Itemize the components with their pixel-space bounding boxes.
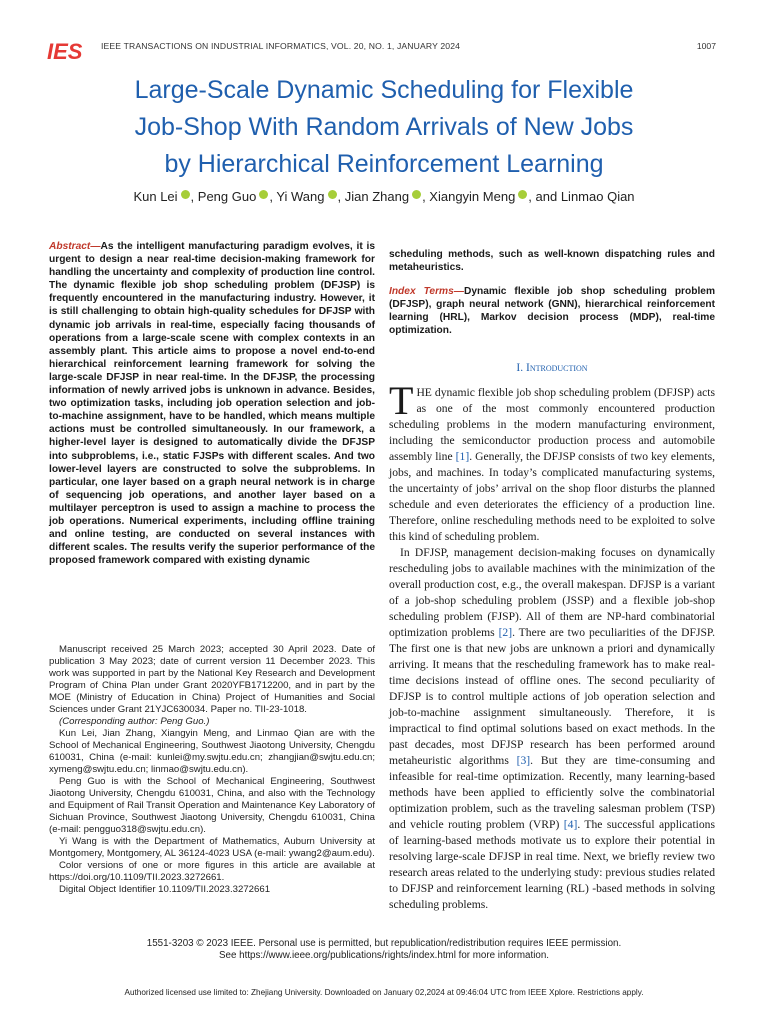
section-number: I. <box>516 362 524 374</box>
journal-name: IEEE TRANSACTIONS ON INDUSTRIAL INFORMATICS, VOL. 20, NO. 1, JANUARY 2024 <box>101 41 461 51</box>
page-header <box>46 38 716 64</box>
citation-link[interactable]: [1] <box>455 450 470 463</box>
paragraph-text: . There are two peculiarities of the DFJSP. The first one is that new jobs are unknown a priori and dynamically arriving. It means that the rescheduling framework has to make real-time decisions instead of offline ones. The second peculiarity of DFJSP is to control multiple actions of job operation selection and job-to-machine assignment simultaneously. Therefore, it is impractical to find optimal solutions based on exact methods. In the past decades, most DFJSP research has been performed around metaheuristic algorithms <box>389 626 715 767</box>
citation-link[interactable]: [3] <box>516 754 531 767</box>
ies-logo <box>46 38 90 64</box>
copyright-notice <box>40 938 728 962</box>
title-line-2: Job-Shop With Random Arrivals of New Jobs <box>134 113 634 141</box>
index-terms-label: Index Terms— <box>389 286 464 297</box>
abstract-continued: scheduling methods, such as well-known dispatching rules and metaheuristics. <box>389 249 715 274</box>
author-name[interactable]: Peng Guo <box>197 189 257 204</box>
paragraph-text: HE dynamic flexible job shop scheduling problem (DFJSP) acts as one of the most commonly encountered production scheduling problems in the modern manufacturing environment, including the semiconductor production process and automobile assembly line <box>389 386 715 463</box>
paragraph-text: . The successful applications of learning-based methods motivate us to explore their potential in resolving large-scale DFJSP in real time. Next, we briefly review two research areas related to the underlying study: previous studies related to DFJSP and reinforcement learning (RL) -based methods in solving scheduling problems. <box>389 818 715 911</box>
footnote-manuscript: Manuscript received 25 March 2023; accepted 30 April 2023. Date of publication 3 May 2023; date of current version 11 December 2023. This work was supported in part by the National Key Research and Development Program of China Plan under Grant 2020YFB1712200, and in part by the MOE (Ministry of Education in China) Project of Humanities and Social Sciences under Grant 21YJC630034. Paper no. TII-23-1018. <box>49 644 375 715</box>
orcid-icon[interactable] <box>259 190 268 199</box>
page-number: 1007 <box>696 41 716 51</box>
author-list: Kun Lei , Peng Guo , Yi Wang , Jian Zhang , Xiangyin Meng , and Linmao Qian <box>133 189 635 204</box>
citation-link[interactable]: [2] <box>498 626 513 639</box>
section-heading <box>389 362 715 374</box>
copyright-line: 1551-3203 © 2023 IEEE. Personal use is permitted, but republication/redistribution requires IEEE permission. <box>146 938 622 949</box>
paragraph <box>389 378 715 545</box>
introduction-body <box>389 378 716 913</box>
footnote-affiliation: Peng Guo is with the School of Mechanical Engineering, Southwest Jiaotong University, Chengdu 610031, China, and also with the Technology and Equipment of Rail Transit Operation and Maintenance Key Laboratory of Sichuan Province, Southwest Jiaotong University, Chengdu 610031, China (e-mail: pengguo318@swjtu.edu.cn). <box>49 776 375 835</box>
title-line-1: Large-Scale Dynamic Scheduling for Flexible <box>134 76 634 104</box>
author-name[interactable]: Kun Lei <box>133 189 178 204</box>
author-name[interactable]: Yi Wang <box>276 189 325 204</box>
index-terms <box>389 285 715 337</box>
footnote-affiliation: Kun Lei, Jian Zhang, Xiangyin Meng, and Linmao Qian are with the School of Mechanical Engineering, Southwest Jiaotong University, Chengdu 610031, China (e-mail: kunlei@my.swjtu.edu.cn; zhangjian@swjtu.edu.cn; xymeng@swjtu.edu.cn; linmao@swjtu.edu.cn). <box>49 728 375 775</box>
author-name[interactable]: Linmao Qian <box>560 189 635 204</box>
abstract <box>49 240 375 567</box>
paragraph-text: . Generally, the DFJSP consists of two key elements, jobs, and machines. In today’s complicated manufacturing systems, the uncertainty of jobs’ arrival on the shop floor disturbs the planned schedule and even deteriorates the efficiency of a production line. Therefore, online rescheduling methods need to be exploited to solve this kind of scheduling problem. <box>389 450 715 543</box>
footnote-corresponding: (Corresponding author: Peng Guo.) <box>59 716 210 727</box>
citation-link[interactable]: [4] <box>563 818 578 831</box>
rights-link[interactable]: See https://www.ieee.org/publications/rights/index.html for more information. <box>219 950 549 961</box>
footnote-affiliation: Yi Wang is with the Department of Mathematics, Auburn University at Montgomery, Montgomery, AL 36124-4023 USA (e-mail: ywang2@aum.edu). <box>49 836 375 859</box>
author-name[interactable]: Xiangyin Meng <box>429 189 516 204</box>
license-note: Authorized licensed use limited to: Zhejiang University. Downloaded on January 02,2024 at 09:46:04 UTC from IEEE Xplore. Restrictions apply. <box>124 988 644 997</box>
section-title: Introduction <box>525 362 588 374</box>
paragraph <box>389 545 715 913</box>
orcid-icon[interactable] <box>181 190 190 199</box>
orcid-icon[interactable] <box>518 190 527 199</box>
paragraph-text: . But they are time-consuming and infeasible for real-time optimization. Recently, many learning-based methods have been applied to efficiently solve the combinatorial optimization problem, such as the traveling salesman problem (TSP) and vehicle routing problem (VRP) <box>389 754 716 831</box>
footnote-doi: Digital Object Identifier 10.1109/TII.2023.3272661 <box>59 884 271 895</box>
footnote-color-versions: Color versions of one or more figures in this article are available at https://doi.org/10.1109/TII.2023.3272661. <box>49 860 375 883</box>
orcid-icon[interactable] <box>412 190 421 199</box>
author-name[interactable]: Jian Zhang <box>344 189 410 204</box>
abstract-label: Abstract— <box>49 241 101 252</box>
drop-cap: T <box>389 378 414 423</box>
title-line-3: by Hierarchical Reinforcement Learning <box>164 150 604 178</box>
abstract-text: As the intelligent manufacturing paradigm evolves, it is urgent to design a near real-time decision-making framework for handling the uncertainty and complexity of production line control. The dynamic flexible job shop scheduling problem (DFJSP) is frequently encountered in the manufacturing industry. However, it is still challenging to obtain high-quality schedules for DFJSP with dynamic job arrivals in real-time, especially facing thousands of operations from a large-scale scene with complex contexts in an assembly plant. This article aims to propose a novel end-to-end hierarchical reinforcement learning framework for solving the large-scale DFJSP in near real-time. In the DFJSP, the processing information of newly arrived jobs is unknown in advance. Besides, two optimization tasks, including job operation selection and job-to-machine assignment, have to be handled, which means multiple actions must be controlled simultaneously. In our framework, a higher-level layer is designed to automatically divide the DFJSP into subproblems, i.e., static FJSPs with different scales. And two lower-level layers are constructed to solve the subproblems. In particular, one layer based on a graph neural network is in charge of sequencing job operations, and another layer based on a multilayer perceptron is used to assign a machine to process the job operations. Numerical experiments, including offline training and online testing, are conducted on several instances with different scales. The results verify the superior performance of the proposed framework compared with existing dynamic <box>49 241 375 567</box>
footnotes <box>49 644 375 896</box>
index-terms-text: Dynamic flexible job shop scheduling problem (DFJSP), graph neural network (GNN), hierarchical reinforcement learning (HRL), Markov decision process (MDP), real-time optimization. <box>389 286 716 337</box>
logo-text: IES <box>47 39 83 64</box>
paragraph-text: In DFJSP, management decision-making focuses on dynamically rescheduling jobs to available machines with the minimization of the overall production cost, e.g., the overall makespan. DFJSP is a variant of a job-shop scheduling problem (JSSP) and a flexible job-shop scheduling problem (FJSP). All of them are NP-hard combinatorial optimization problems <box>389 546 715 639</box>
orcid-icon[interactable] <box>328 190 337 199</box>
paper-title <box>40 72 728 183</box>
